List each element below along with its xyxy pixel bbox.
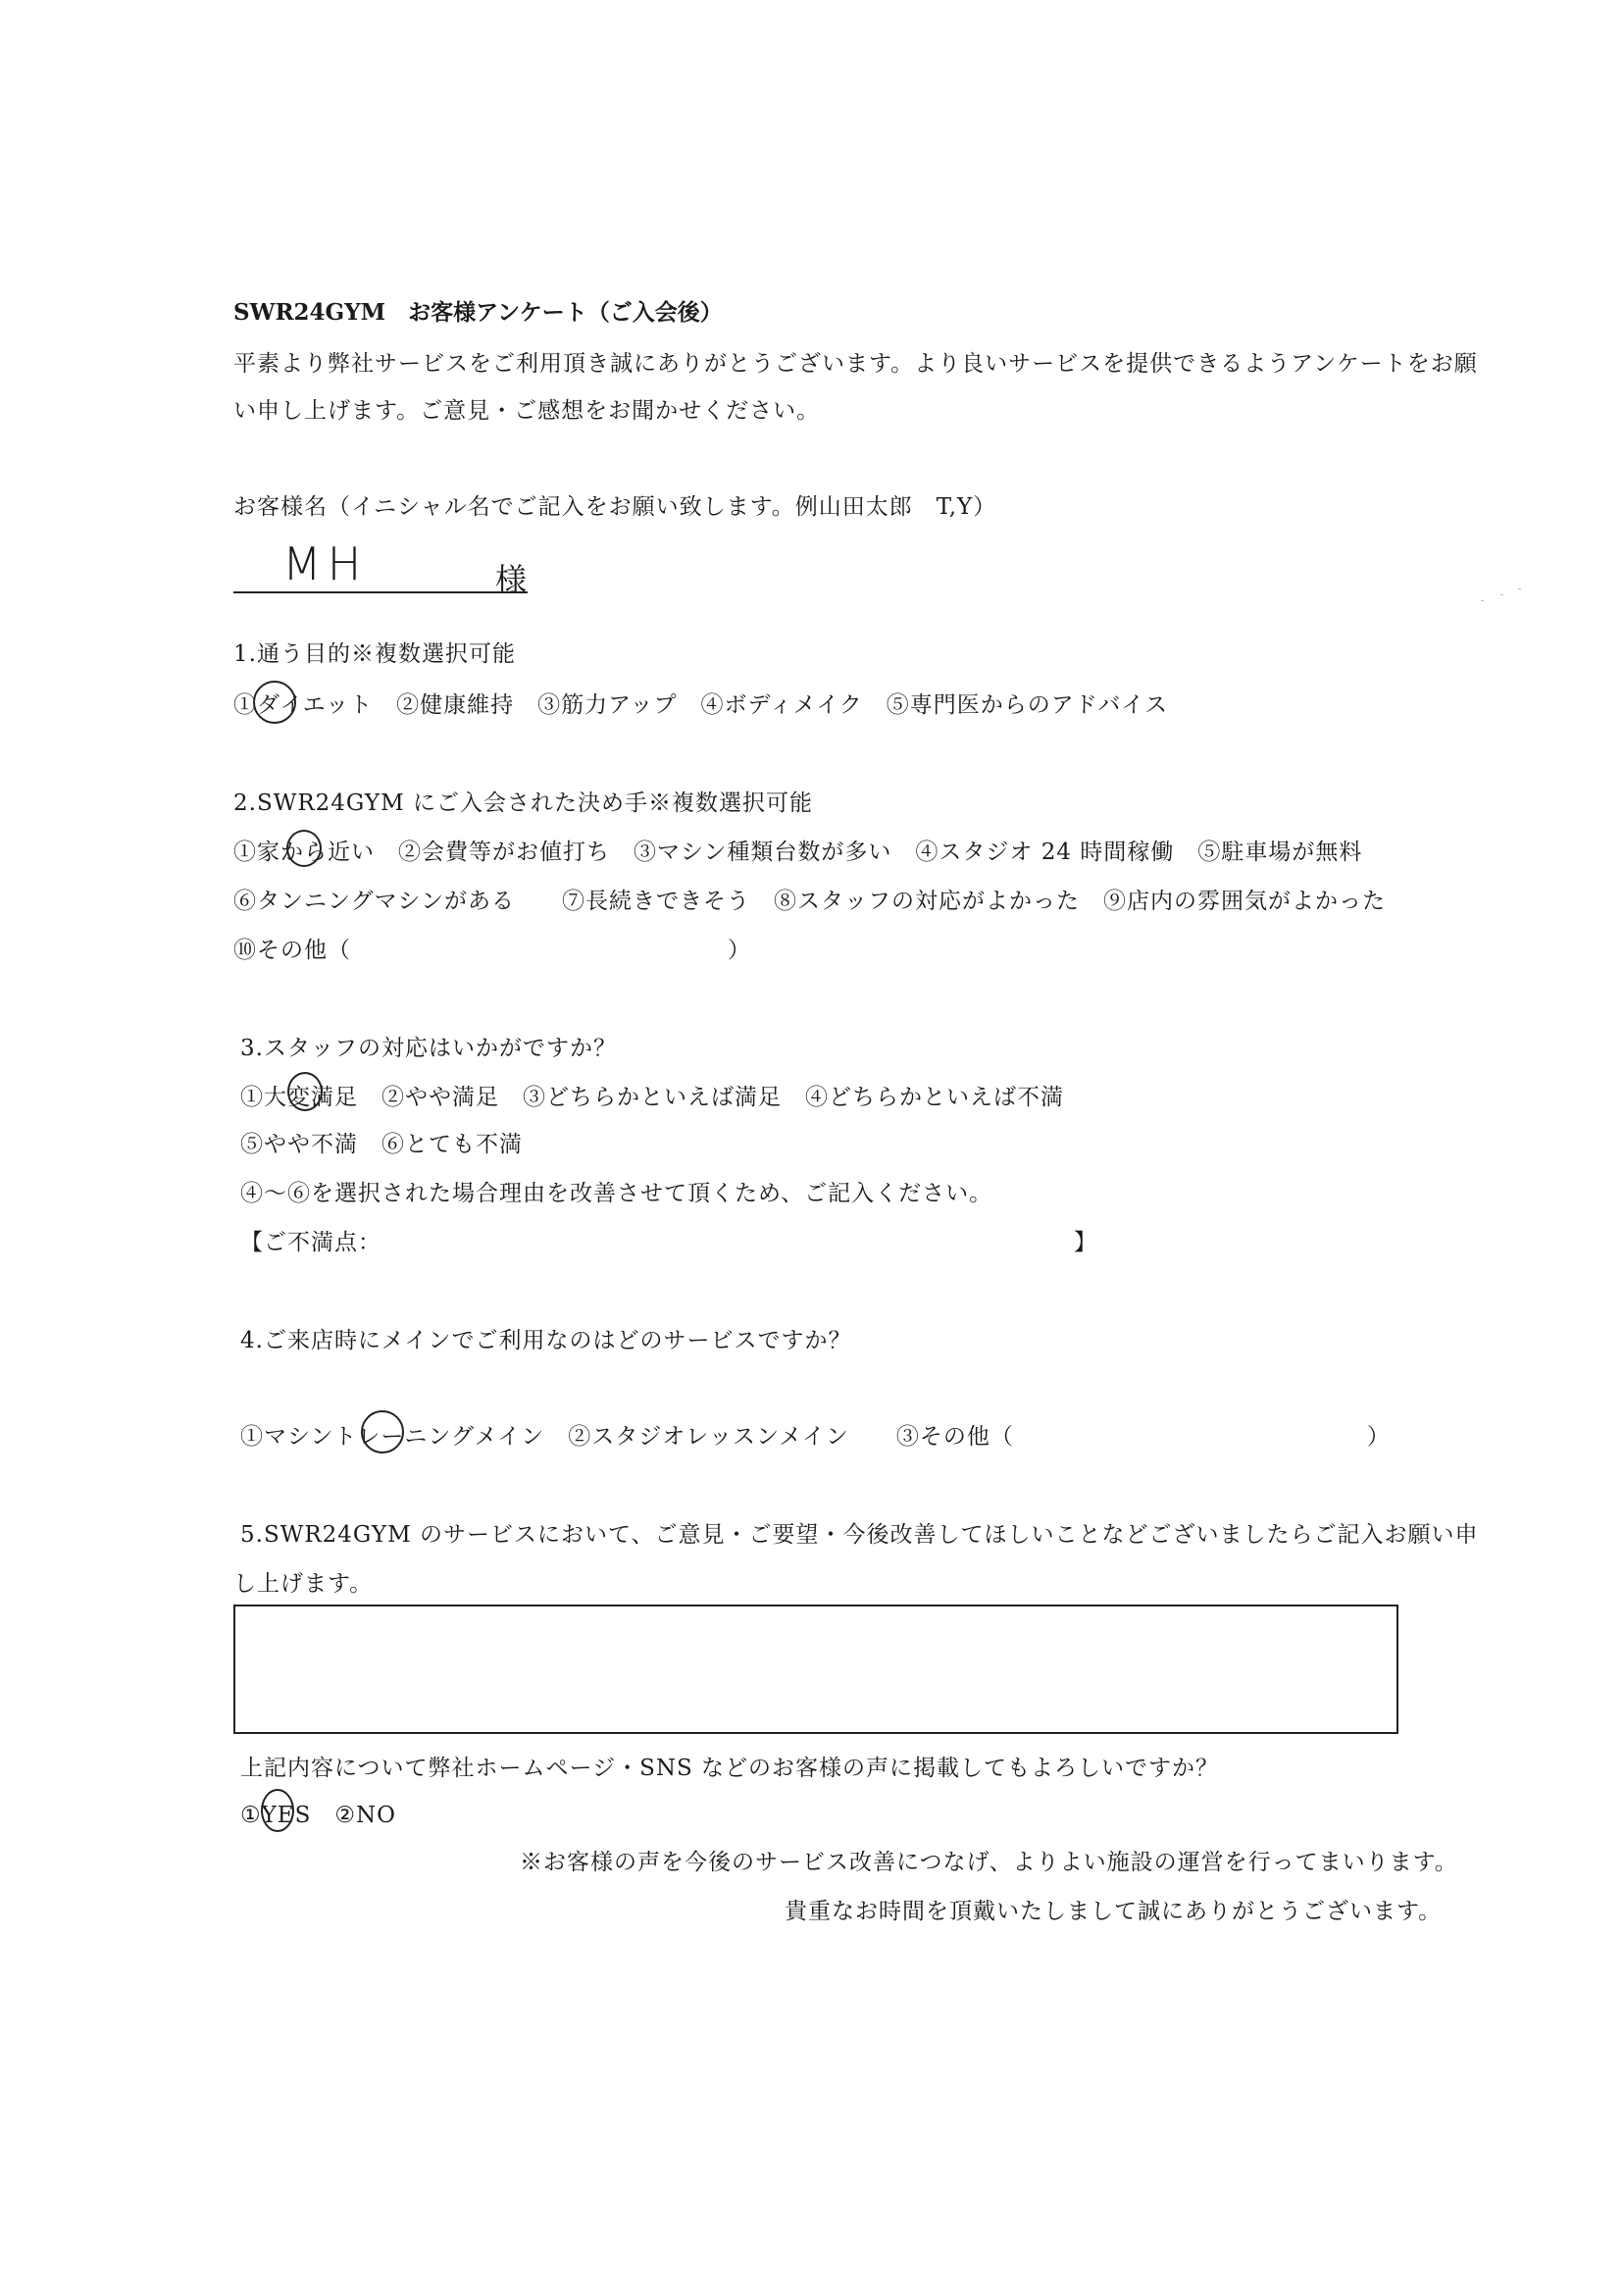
survey-title: SWR24GYM お客様アンケート（ご入会後） — [233, 299, 723, 326]
consent-options[interactable]: ①YES ②NO — [240, 1803, 396, 1828]
q5-question-line-2: し上げます。 — [233, 1571, 374, 1597]
q1-selection-circle — [253, 681, 296, 724]
q3-selection-circle — [287, 1072, 323, 1111]
q2-options-row-1[interactable]: ①家から近い ②会費等がお値打ち ③マシン種類台数が多い ④スタジオ 24 時間稼働 ⑤駐車場が無料 — [233, 840, 1363, 865]
q2-selection-circle — [286, 830, 322, 867]
scan-speck — [1518, 588, 1521, 589]
q3-options-row-2[interactable]: ⑤やや不満 ⑥とても不満 — [240, 1132, 523, 1157]
intro-line-2: い申し上げます。ご意見・ご感想をお聞かせください。 — [233, 398, 821, 424]
footer-note: ※お客様の声を今後のサービス改善につなげ、よりよい施設の運営を行ってまいります。 — [520, 1850, 1458, 1875]
scan-speck — [1500, 594, 1503, 595]
name-label: お客様名（イニシャル名でご記入をお願い致します。例山田太郎 T,Y） — [233, 494, 997, 520]
q2-options-row-2[interactable]: ⑥タンニングマシンがある ⑦長続きできそう ⑧スタッフの対応がよかった ⑨店内の雰囲気がよかった — [233, 889, 1386, 914]
q1-question: 1.通う目的※複数選択可能 — [233, 641, 516, 667]
q2-options-row-3[interactable]: ⑩その他（ ） — [233, 938, 751, 963]
intro-line-1: 平素より弊社サービスをご利用頂き誠にありがとうございます。より良いサービスを提供できるようアンケートをお願 — [233, 351, 1478, 377]
q3-options-row-1[interactable]: ①大変満足 ②やや満足 ③どちらかといえば満足 ④どちらかといえば不満 — [240, 1085, 1064, 1110]
q5-answer-box[interactable] — [233, 1605, 1398, 1734]
footer-thanks: 貴重なお時間を頂戴いたしまして誠にありがとうございます。 — [785, 1899, 1443, 1924]
q4-selection-circle — [361, 1410, 404, 1453]
name-handwritten[interactable]: MH — [282, 537, 368, 590]
q3-complaint-close: 】 — [1074, 1230, 1097, 1255]
q3-note: ④～⑥を選択された場合理由を改善させて頂くため、ご記入ください。 — [240, 1181, 993, 1206]
consent-selection-circle — [261, 1789, 294, 1832]
scan-speck — [1481, 600, 1484, 601]
q1-options[interactable]: ①ダイエット ②健康維持 ③筋力アップ ④ボディメイク ⑤専門医からのアドバイス — [233, 692, 1169, 718]
q3-complaint-label: 【ご不満点： — [240, 1230, 381, 1255]
name-suffix: 様 — [495, 561, 528, 598]
q3-question: 3.スタッフの対応はいかがですか？ — [240, 1036, 617, 1061]
q2-question: 2.SWR24GYM にご入会された決め手※複数選択可能 — [233, 790, 813, 816]
consent-question: 上記内容について弊社ホームページ・SNS などのお客様の声に掲載してもよろしいですか？ — [240, 1756, 1220, 1781]
name-underline — [233, 591, 528, 593]
q4-options[interactable]: ①マシントレーニングメイン ②スタジオレッスンメイン ③その他（ ） — [240, 1424, 1391, 1450]
q4-question: 4.ご来店時にメインでご利用なのはどのサービスですか？ — [240, 1328, 852, 1353]
q5-question-line-1: 5.SWR24GYM のサービスにおいて、ご意見・ご要望・今後改善してほしいことなどございましたらご記入お願い申 — [240, 1522, 1479, 1548]
